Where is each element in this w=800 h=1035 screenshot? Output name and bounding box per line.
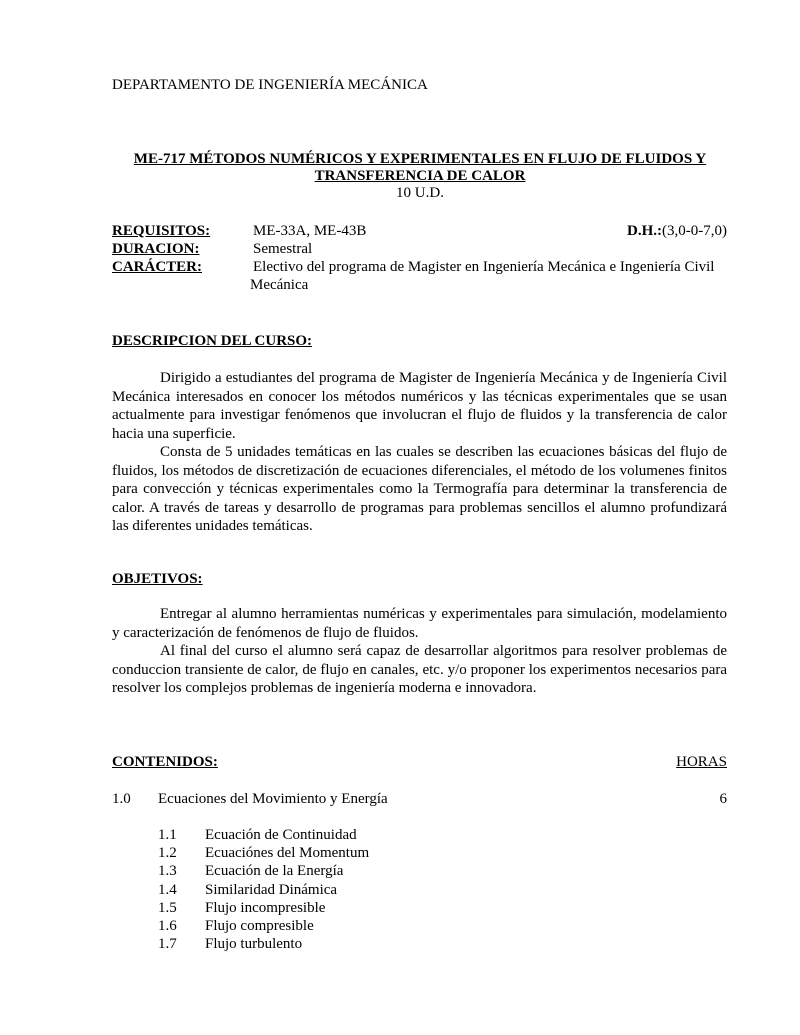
descripcion-paragraph-2: Consta de 5 unidades temáticas en las cuales se describen las ecuaciones básicas del flujo de fluidos, los métodos de discretización de ecuaciones diferenciales, el método de los volumenes finitos para convección y técnicas experimentales como la Termografía para determinar la transferencia de calor. A través de tareas y desarrollo de programas para problemas sencillos el alumno profundizará las diferentes unidades temáticas.: [112, 444, 727, 534]
department-header: DEPARTAMENTO DE INGENIERÍA MECÁNICA: [112, 77, 428, 93]
list-item-title: Ecuación de Continuidad: [205, 827, 357, 843]
list-item-number: 1.6: [158, 918, 177, 934]
objetivos-paragraph-2: Al final del curso el alumno será capaz de desarrollar algoritmos para resolver problemas de conduccion transiente de calor, de flujo en canales, etc. y/o proponer los experimentos necesarios para resolver los complejos problemas de ingeniería moderna e innovadora.: [112, 643, 727, 696]
list-item-number: 1.3: [158, 863, 177, 880]
objetivos-paragraph-1: Entregar al alumno herramientas numéricas y experimentales para simulación, modelamiento y caracterización de fenómenos de flujo de fluidos.: [112, 606, 727, 641]
list-item-title: Flujo turbulento: [205, 936, 303, 953]
list-item-title: Ecuaciónes del Momentum: [205, 845, 370, 862]
duracion-label: DURACION:: [112, 241, 200, 257]
section-title: Ecuaciones del Movimiento y Energía: [158, 791, 388, 807]
objetivos-body: [112, 605, 727, 698]
course-title-line1: ME-717 MÉTODOS NUMÉRICOS Y EXPERIMENTALES EN FLUJO DE FLUIDOS Y: [133, 151, 707, 167]
duracion-value: Semestral: [253, 241, 313, 257]
horas-label: HORAS: [676, 754, 727, 770]
section-hours: 6: [719, 791, 727, 807]
list-item-number: 1.1: [158, 827, 177, 843]
descripcion-body: [112, 369, 727, 536]
requisitos-label: REQUISITOS:: [112, 223, 211, 239]
contenidos-heading: CONTENIDOS:: [112, 754, 218, 770]
caracter-value-line2: Mecánica: [250, 277, 309, 293]
list-item-number: 1.5: [158, 899, 177, 916]
dh-label: D.H.:: [627, 223, 663, 239]
dh-field: [627, 222, 727, 240]
section-number: 1.0: [112, 791, 131, 807]
course-title-line2: TRANSFERENCIA DE CALOR: [314, 168, 526, 184]
caracter-value-line1: Electivo del programa de Magister en Ingeniería Mecánica e Ingeniería Civil: [253, 259, 715, 275]
objetivos-heading: OBJETIVOS:: [112, 571, 203, 587]
list-item-title: Similaridad Dinámica: [205, 881, 338, 898]
list-item-number: 1.7: [158, 936, 177, 953]
caracter-label: CARÁCTER:: [112, 259, 202, 275]
list-item-title: Flujo compresible: [205, 918, 314, 934]
dh-value: (3,0-0-7,0): [662, 223, 727, 239]
requisitos-value: ME-33A, ME-43B: [253, 223, 367, 239]
descripcion-heading: DESCRIPCION DEL CURSO:: [112, 333, 313, 349]
list-item-title: Flujo incompresible: [205, 899, 326, 916]
list-item-number: 1.4: [158, 881, 177, 898]
course-units: 10 U.D.: [396, 185, 444, 201]
descripcion-paragraph-1: Dirigido a estudiantes del programa de Magister de Ingeniería Mecánica y de Ingeniería Civil Mecánica interesados en conocer los métodos numéricos y las técnicas experimentales que se usan actualmente para investigar fenómenos que involucran el flujo de fluidos y la transferencia de calor hacia una superficie.: [112, 370, 727, 442]
list-item-title: Ecuación de la Energía: [205, 863, 344, 880]
list-item-number: 1.2: [158, 845, 177, 862]
